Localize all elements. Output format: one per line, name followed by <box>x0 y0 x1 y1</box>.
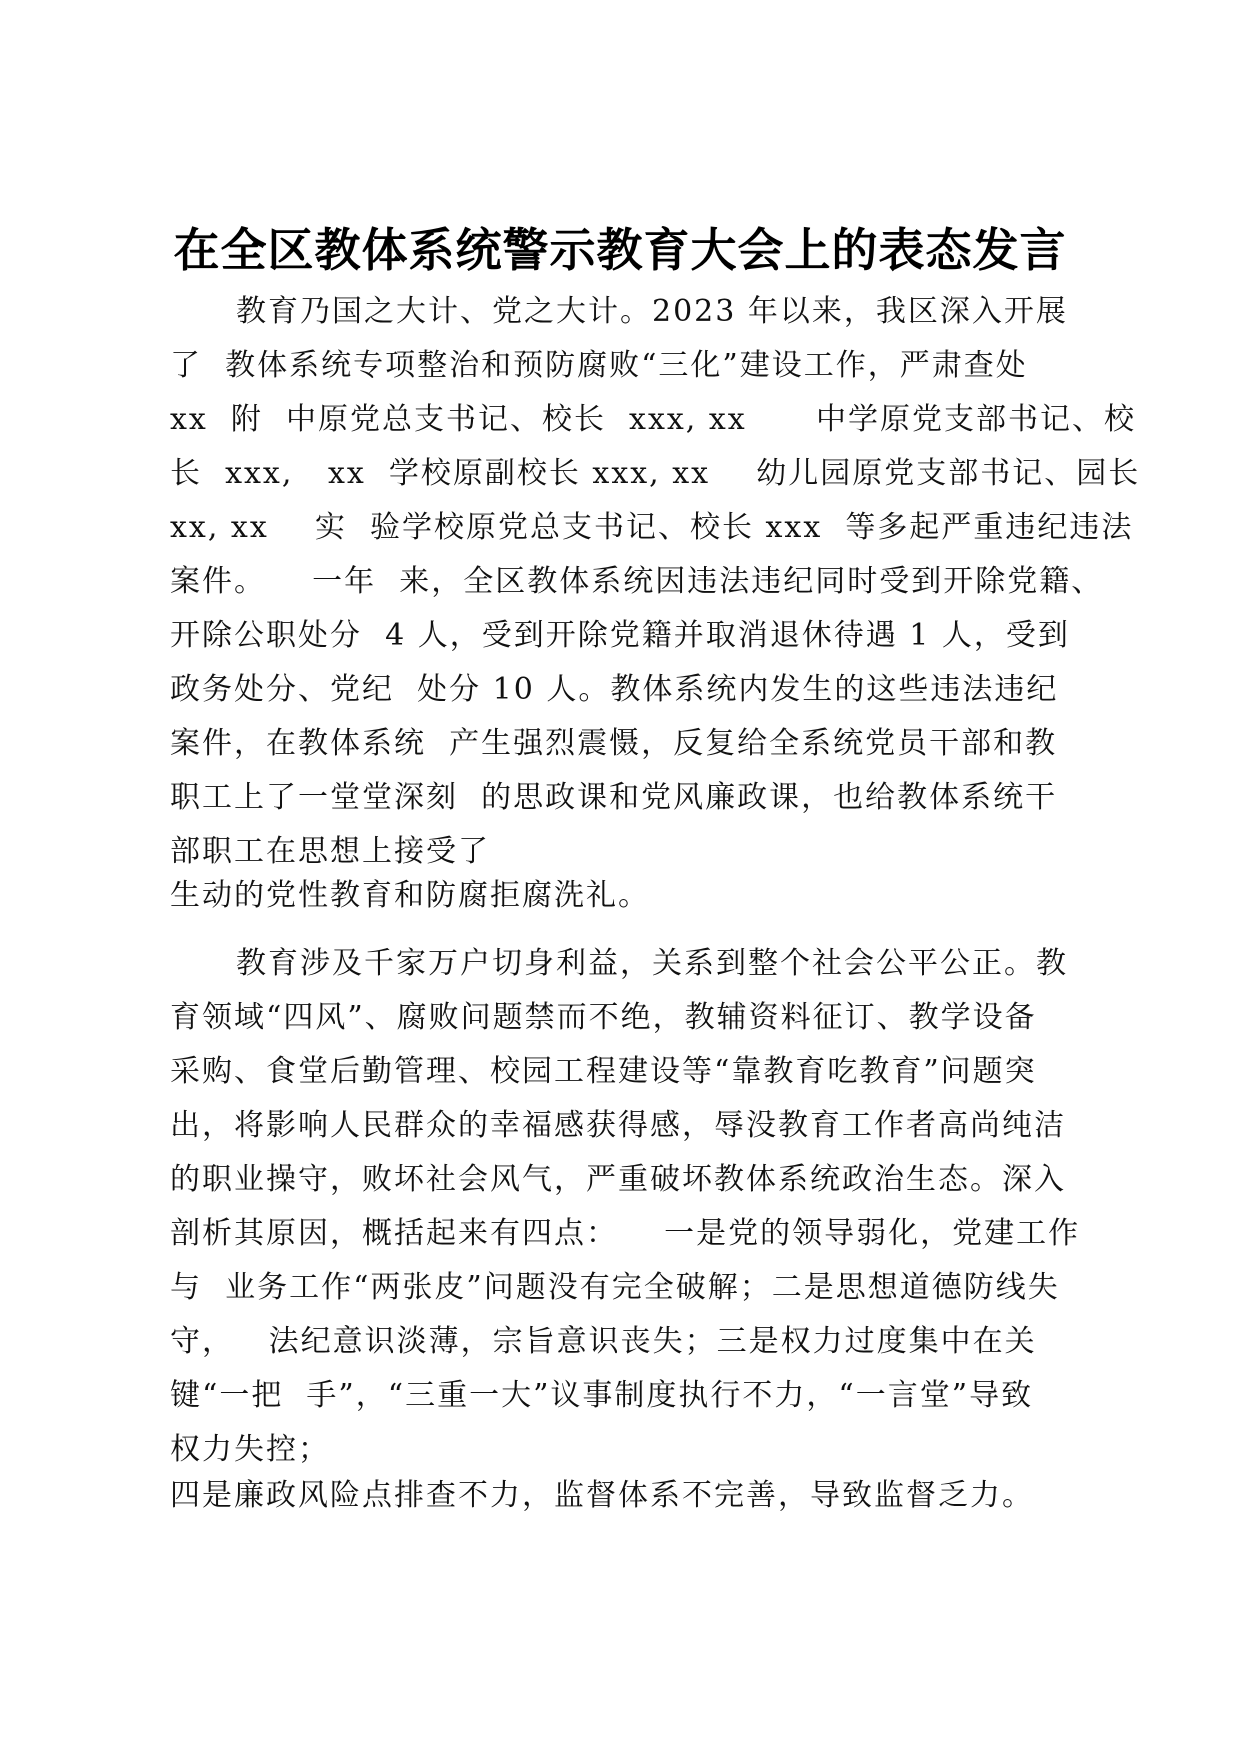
paragraph-line: 剖析其原因，概括起来有四点： 一是党的领导弱化，党建工作 <box>170 1216 1081 1251</box>
paragraph-line: 采购、食堂后勤管理、校园工程建设等“靠教育吃教育”问题突 <box>170 1054 1037 1089</box>
paragraph-line: 的职业操守，败坏社会风气，严重破坏教体系统政治生态。深入 <box>170 1162 1066 1197</box>
paragraph-line: 四是廉政风险点排查不力，监督体系不完善，导致监督乏力。 <box>170 1478 1034 1513</box>
paragraph-line: 与 业务工作“两张皮”问题没有完全破解；二是思想道德防线失 <box>170 1270 1060 1305</box>
document-title: 在全区教体系统警示教育大会上的表态发言 <box>173 223 1067 277</box>
paragraph-line: xx 附 中原党总支书记、校长 xxx, xx 中学原党支部书记、校 <box>170 402 1136 437</box>
paragraph-line: 政务处分、党纪 处分 10 人。教体系统内发生的这些违法违纪 <box>170 672 1059 707</box>
paragraph-line: 部职工在思想上接受了 <box>170 834 490 869</box>
paragraph-line: 出，将影响人民群众的幸福感获得感，辱没教育工作者高尚纯洁 <box>170 1108 1066 1143</box>
paragraph-line: 职工上了一堂堂深刻 的思政课和党风廉政课，也给教体系统干 <box>170 780 1058 815</box>
paragraph-line: 案件。 一年 来，全区教体系统因违法违纪同时受到开除党籍、 <box>170 564 1104 599</box>
paragraph-line: 长 xxx, xx 学校原副校长 xxx, xx 幼儿园原党支部书记、园长 <box>170 456 1141 491</box>
paragraph-line: 生动的党性教育和防腐拒腐洗礼。 <box>170 878 650 913</box>
paragraph-line: 开除公职处分 4 人，受到开除党籍并取消退休待遇 1 人，受到 <box>170 618 1070 653</box>
paragraph-line: 育领域“四风”、腐败问题禁而不绝，教辅资料征订、教学设备 <box>170 1000 1037 1035</box>
paragraph-line: 权力失控； <box>170 1432 330 1467</box>
paragraph-line: 案件，在教体系统 产生强烈震慑，反复给全系统党员干部和教 <box>170 726 1058 761</box>
paragraph-line: 教育乃国之大计、党之大计。2023 年以来，我区深入开展 <box>236 294 1068 329</box>
paragraph-line: 键“一把 手”，“三重一大”议事制度执行不力，“一言堂”导致 <box>170 1378 1034 1413</box>
paragraph-line: 教育涉及千家万户切身利益，关系到整个社会公平公正。教 <box>236 946 1068 981</box>
paragraph-line: xx, xx 实 验学校原党总支书记、校长 xxx 等多起严重违纪违法 <box>170 510 1134 545</box>
paragraph-line: 守， 法纪意识淡薄，宗旨意识丧失；三是权力过度集中在关 <box>170 1324 1037 1359</box>
paragraph-line: 了 教体系统专项整治和预防腐败“三化”建设工作，严肃查处 <box>170 348 1028 383</box>
